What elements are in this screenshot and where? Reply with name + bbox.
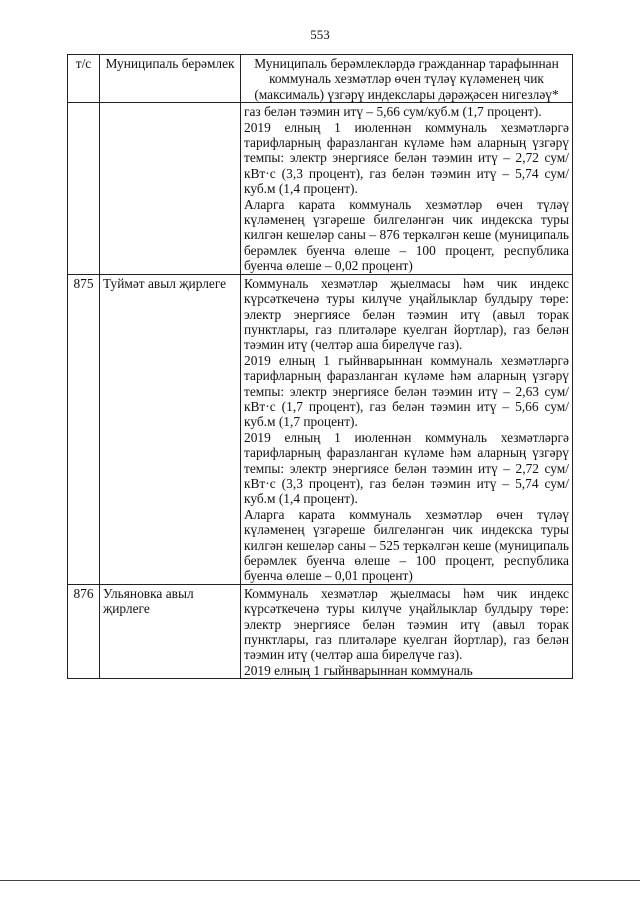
- table-body: [68, 103, 573, 679]
- paragraph: 2019 елның 1 июленнән коммуналь хезмәтләргә тарифларның фаразланган күләме һәм аларның үзгәрү темпы: электр энергиясе белән тәэмин итү – 2,72 сум/кВт·с (3,3 процент), газ белән тәэмин итү – 5,74 сум/куб.м (1,4 процент).: [244, 429, 569, 507]
- page-number: 553: [310, 27, 330, 42]
- paragraph: Коммуналь хезмәтләр җыелмасы һәм чик индекс күрсәткеченә туры килүче уңайлыклар булдыру төре: электр энергиясе белән тәэмин итү (авыл торак пунктлары, газ плитәләре куелган йортлар), газ белән тәэмин итү (челтәр аша бирелүче газ).: [244, 585, 569, 663]
- header-justification: Муниципаль берәмлекләрдә гражданнар тарафыннан коммуналь хезмәтләр өчен түләү күләменең чик (максималь) үзгәрү индекслары дәрәҗәсен нигезләү*: [241, 55, 573, 103]
- row-number: [68, 103, 100, 274]
- row-number: 876: [68, 584, 100, 678]
- paragraph: Аларга карата коммуналь хезмәтләр өчен түләү күләменең үзгәреше билгеләнгән чик индекска туры килгән кешеләр саны – 525 теркәлгән кеше (муниципаль берәмлек буенча өлеше – 100 процент, республика буенча өлеше – 0,01 процент): [244, 506, 569, 584]
- paragraph: 2019 елның 1 гыйнварыннан коммуналь: [244, 662, 473, 678]
- table-row: [68, 274, 573, 584]
- row-number: 875: [68, 274, 100, 584]
- table-row: [68, 103, 573, 274]
- municipality-name: Туймәт авыл җирлеге: [100, 274, 241, 584]
- paragraph: Коммуналь хезмәтләр җыелмасы һәм чик индекс күрсәткеченә туры килүче уңайлыклар булдыру төре: электр энергиясе белән тәэмин итү (авыл торак пунктлары, газ плитәләре куелган йортлар), газ белән тәэмин итү (челтәр аша бирелүче газ).: [244, 275, 569, 353]
- paragraph: 2019 елның 1 июленнән коммуналь хезмәтләргә тарифларның фаразланган күләме һәм аларның үзгәрү темпы: электр энергиясе белән тәэмин итү – 2,72 сум/кВт·с (3,3 процент), газ белән тәэмин итү – 5,74 сум/куб.м (1,4 процент).: [244, 119, 569, 197]
- bottom-rule: [0, 880, 640, 881]
- justification-text: [241, 103, 573, 274]
- justification-text: [241, 584, 573, 678]
- header-municipality: Муниципаль берәмлек: [100, 55, 241, 103]
- municipality-name: [100, 103, 241, 274]
- justification-text: [241, 274, 573, 584]
- municipality-name: Ульяновка авыл җирлеге: [100, 584, 241, 678]
- header-num: т/с: [68, 55, 100, 103]
- tariff-index-table: [67, 54, 573, 679]
- paragraph: газ белән тәэмин итү – 5,66 сум/куб.м (1,7 процент).: [244, 104, 542, 120]
- table-header-row: [68, 55, 573, 103]
- paragraph: 2019 елның 1 гыйнварыннан коммуналь хезмәтләргә тарифларның фаразланган күләме һәм аларның үзгәрү темпы: электр энергиясе белән тәэмин итү – 2,63 сум/кВт·с (1,7 процент), газ белән тәэмин итү – 5,66 сум/куб.м (1,7 процент).: [244, 352, 569, 430]
- table-row: [68, 584, 573, 678]
- paragraph: Аларга карата коммуналь хезмәтләр өчен түләү күләменең үзгәреше билгеләнгән чик индекска туры килгән кешеләр саны – 876 теркәлгән кеше (муниципаль берәмлек буенча өлеше – 100 процент, республика буенча өлеше – 0,02 процент): [244, 196, 569, 274]
